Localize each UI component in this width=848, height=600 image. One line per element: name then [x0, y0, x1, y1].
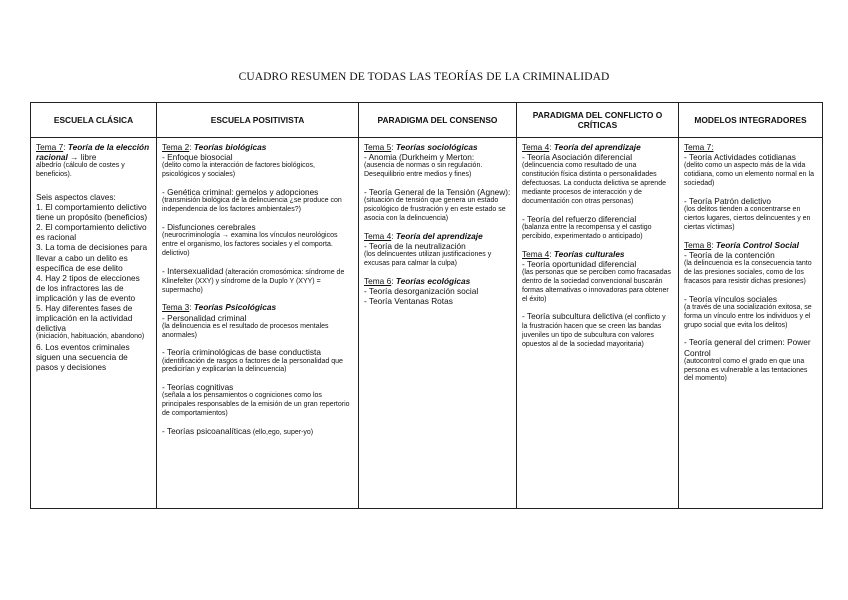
header-modelos-integradores: MODELOS INTEGRADORES — [679, 103, 823, 138]
consenso-tema4: Tema 4: Teoría del aprendizaje — [364, 230, 483, 241]
int-vinculos-sociales: - Teoría vínculos sociales — [684, 293, 777, 304]
clasica-aspecto-3: 3. La toma de decisiones para llevar a cabo un delito es específica de ese delito — [36, 242, 148, 273]
cell-paradigma-consenso — [359, 138, 517, 509]
cons-tension: - Teoría General de la Tensión (Agnew): — [364, 187, 511, 197]
cons-neutralizacion-desc: (los delincuentes utilizan justificaciones y excusas para calmar la culpa) — [364, 251, 492, 267]
cell-modelos-integradores — [679, 138, 823, 509]
cons-anomia-desc: (ausencia de normas o sin regulación. Desequilibrio entre medios y fines) — [364, 162, 483, 179]
pos-disfunciones-desc: (neurocriminología → examina los vínculos neurológicos entre el organismo, los factores sociales y el comporta. delictivo) — [162, 232, 338, 257]
cons-tension-desc: (situación de tensión que genera un estado psicológico de frustración y en este estado se asocia con la delincuencia) — [364, 197, 506, 222]
pos-enfoque-biosocial: - Enfoque biosocial — [162, 152, 233, 163]
pos-intersexualidad: - Intersexualidad (alteración cromosómica: síndrome de Klinefelter (XXY) y síndrome de la Duplo Y (XYY) = supermacho) — [162, 265, 345, 294]
header-paradigma-conflicto: PARADIGMA DEL CONFLICTO O CRÍTICAS — [517, 103, 679, 138]
conf-asociacion-diferencial: - Teoría Asociación diferencial — [522, 152, 633, 163]
pos-psicoanaliticas: - Teorías psicoanalíticas (ello,ego, super-yo) — [162, 426, 314, 437]
header-row — [31, 103, 823, 138]
conf-asociacion-diferencial-desc: (delincuencia como resultado de una constitución física distinta o personalidades defectuosas. La conducta delictiva se aprende mediante procesos de interacción y de documentación con otras personas) — [522, 162, 666, 205]
conf-oportunidad-diferencial-desc: (las personas que se perciben como fracasadas dentro de la sociedad convencional buscarán formas alternativas o innovadoras para obtener el éxito) — [522, 268, 672, 303]
int-patron-delictivo-desc: (los delitos tienden a concentrarse en ciertos lugares, ciertos delincuentes y en ciertas víctimas) — [684, 206, 811, 231]
pos-disfunciones: - Disfunciones cerebrales — [162, 221, 256, 232]
pos-enfoque-biosocial-desc: (delito como la interacción de factores biológicos, psicológicos y sociales) — [162, 162, 315, 179]
summary-table — [30, 102, 823, 509]
int-teoria-general-crimen-desc: (autocontrol como el grado en que una persona es vulnerable a las tentaciones del momento) — [684, 357, 808, 383]
conf-refuerzo-diferencial: - Teoría del refuerzo diferencial — [522, 213, 637, 224]
header-escuela-clasica: ESCUELA CLÁSICA — [31, 103, 157, 138]
clasica-aspecto-2: 2. El comportamiento delictivo es racional — [36, 222, 147, 243]
int-actividades-cotidianas: - Teoría Actividades cotidianas — [684, 152, 796, 163]
header-paradigma-consenso: PARADIGMA DEL CONSENSO — [359, 103, 517, 138]
pos-genetica-criminal: - Genética criminal: gemelos y adopciones — [162, 187, 319, 197]
conflicto-tema4-culturales: Tema 4: Teorías culturales — [522, 248, 625, 259]
content-row — [31, 138, 823, 509]
consenso-tema5: Tema 5: Teorías sociológicas — [364, 142, 478, 152]
cell-escuela-clasica — [31, 138, 157, 509]
clasica-aspecto-1: 1. El comportamiento delictivo tiene un propósito (beneficios) — [36, 202, 148, 223]
clasica-aspecto-4: 4. Hay 2 tipos de elecciones de los infractores las de implicación y las de evento — [36, 272, 140, 303]
cons-neutralizacion: - Teoría de la neutralización — [364, 240, 466, 251]
cell-escuela-positivista — [157, 138, 359, 509]
pos-teoria-conductista: - Teoría criminológicas de base conductista — [162, 347, 321, 358]
conf-refuerzo-diferencial-desc: (balanza entre la recompensa y el castigo percibido, experimentado o anticipado) — [522, 223, 652, 240]
clasica-aspectos-title: Seis aspectos claves: — [36, 192, 116, 202]
int-vinculos-sociales-desc: (a través de una socialización exitosa, se forma un vínculo entre los individuos y el grupo social que evita los delitos) — [684, 303, 812, 329]
conf-subcultura-delictiva: - Teoría subcultura delictiva (el conflicto y la frustración hacen que se creen las bandas juveniles un tipo de subcultura con valores opuestos al de la sociedad mayoritaria) — [522, 311, 666, 349]
conflicto-tema4: Tema 4: Teoría del aprendizaje — [522, 142, 641, 152]
conf-oportunidad-diferencial: - Teoría oportunidad diferencial — [522, 258, 637, 269]
pos-genetica-criminal-desc: (transmisión biológica de la delincuencia ¿se produce con independencia de los factores ambientales?) — [162, 197, 342, 213]
pos-personalidad-criminal: - Personalidad criminal — [162, 312, 247, 323]
cons-desorganizacion: - Teoría desorganización social — [364, 285, 479, 296]
int-contencion-desc: (la delincuencia es la consecuencia tanto de las presiones sociales, como de los fracasos para resistir dichas presiones) — [684, 259, 812, 285]
consenso-tema6: Tema 6: Teorías ecológicas — [364, 275, 471, 286]
positivista-tema3: Tema 3: Teorías Psicológicas — [162, 302, 277, 313]
pos-teorias-cognitivas-desc: (señala a los pensamientos o cogniciones como los principales responsables de la emisión de un gran repertorio de comportamientos) — [162, 392, 350, 418]
int-actividades-cotidianas-desc: (delito como un aspecto más de la vida cotidiana, como un elemento normal en la sociedad) — [684, 162, 814, 187]
int-teoria-general-crimen: - Teoría general del crimen: Power Control — [684, 337, 811, 358]
header-escuela-positivista: ESCUELA POSITIVISTA — [157, 103, 359, 138]
cons-ventanas-rotas: - Teoría Ventanas Rotas — [364, 296, 453, 306]
positivista-tema2: Tema 2: Teorías biológicas — [162, 142, 267, 152]
int-patron-delictivo: - Teoría Patrón delictivo — [684, 195, 772, 206]
pos-teorias-cognitivas: - Teorías cognitivas — [162, 382, 234, 393]
clasica-aspecto-5: 5. Hay diferentes fases de implicación en la actividad delictiva — [36, 303, 133, 334]
clasica-aspecto-6: 6. Los eventos criminales siguen una secuencia de pasos y decisiones — [36, 342, 130, 373]
clasica-aspecto-5-desc: (iniciación, habituación, abandono) — [36, 333, 145, 341]
pos-personalidad-criminal-desc: (la delincuencia es el resultado de procesos mentales anormales) — [162, 322, 329, 339]
page-title: CUADRO RESUMEN DE TODAS LAS TEORÍAS DE LA CRIMINALIDAD — [238, 71, 610, 83]
cons-anomia: - Anomia (Durkheim y Merton: — [364, 152, 475, 163]
clasica-libre-albedrio: albedrío (cálculo de costes y beneficios). — [36, 162, 125, 179]
int-contencion: - Teoría de la contención — [684, 249, 775, 260]
pos-teoria-conductista-desc: (identificación de rasgos o factores de la personalidad que predicirían y explicarían la delincuencia) — [162, 357, 343, 374]
integradores-tema7: Tema 7: — [684, 142, 714, 152]
integradores-tema8: Tema 8: Teoría Control Social — [684, 239, 799, 250]
clasica-tema7: Tema 7: Teoría de la elección racional → libre — [36, 142, 150, 163]
cell-paradigma-conflicto — [517, 138, 679, 509]
